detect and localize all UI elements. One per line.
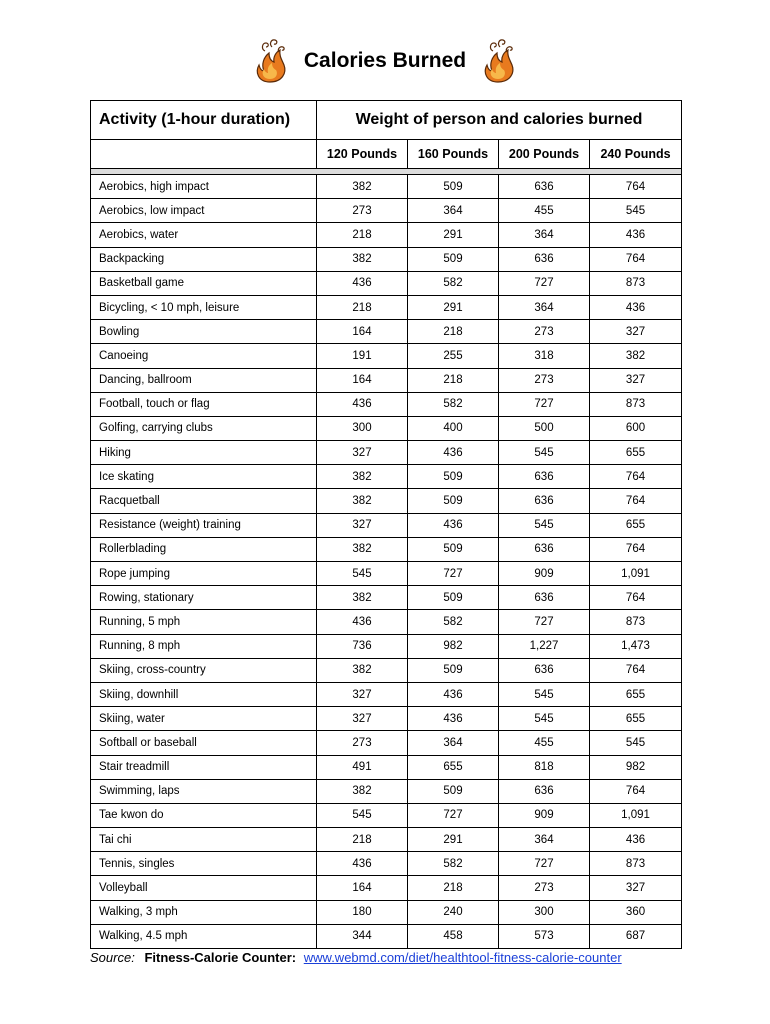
calorie-cell: 218 (317, 295, 408, 319)
table-row (91, 682, 682, 706)
calorie-cell: 364 (499, 828, 590, 852)
table-row (91, 537, 682, 561)
calorie-cell: 273 (499, 876, 590, 900)
calorie-cell: 327 (590, 368, 682, 392)
calorie-cell: 545 (317, 562, 408, 586)
calorie-cell: 436 (590, 828, 682, 852)
calorie-cell: 509 (408, 658, 499, 682)
table-row (91, 223, 682, 247)
activity-cell: Swimming, laps (91, 779, 317, 803)
calorie-cell: 458 (408, 924, 499, 948)
weight-column-header: 240 Pounds (590, 140, 682, 169)
activity-cell: Volleyball (91, 876, 317, 900)
calorie-cell: 687 (590, 924, 682, 948)
table-row (91, 416, 682, 440)
calorie-cell: 436 (408, 682, 499, 706)
activity-cell: Canoeing (91, 344, 317, 368)
calorie-cell: 509 (408, 247, 499, 271)
table-row (91, 634, 682, 658)
calorie-cell: 509 (408, 465, 499, 489)
calorie-cell: 727 (499, 610, 590, 634)
calorie-cell: 636 (499, 537, 590, 561)
table-row (91, 755, 682, 779)
calorie-cell: 327 (317, 513, 408, 537)
calorie-cell: 327 (317, 682, 408, 706)
calorie-cell: 509 (408, 537, 499, 561)
table-row (91, 610, 682, 634)
calorie-cell: 364 (499, 223, 590, 247)
calorie-cell: 582 (408, 392, 499, 416)
calorie-cell: 291 (408, 828, 499, 852)
table-row (91, 876, 682, 900)
calorie-cell: 436 (317, 852, 408, 876)
table-row (91, 392, 682, 416)
source-line (90, 950, 622, 965)
calorie-cell: 327 (590, 876, 682, 900)
calorie-cell: 327 (590, 320, 682, 344)
calorie-cell: 655 (590, 707, 682, 731)
calorie-cell: 436 (317, 392, 408, 416)
activity-cell: Racquetball (91, 489, 317, 513)
activity-cell: Skiing, cross-country (91, 658, 317, 682)
calorie-cell: 455 (499, 731, 590, 755)
calorie-cell: 545 (499, 441, 590, 465)
table-row (91, 779, 682, 803)
activity-cell: Football, touch or flag (91, 392, 317, 416)
calorie-cell: 218 (317, 828, 408, 852)
source-label: Source: (90, 950, 135, 965)
calories-table (90, 100, 682, 949)
calorie-cell: 273 (317, 731, 408, 755)
weight-group-header: Weight of person and calories burned (317, 101, 682, 140)
activity-cell: Tae kwon do (91, 803, 317, 827)
activity-cell: Rollerblading (91, 537, 317, 561)
calorie-cell: 300 (499, 900, 590, 924)
calorie-cell: 360 (590, 900, 682, 924)
calorie-cell: 364 (499, 295, 590, 319)
calorie-cell: 509 (408, 175, 499, 199)
calorie-cell: 382 (317, 489, 408, 513)
calorie-cell: 764 (590, 175, 682, 199)
calorie-cell: 327 (317, 441, 408, 465)
calorie-cell: 873 (590, 610, 682, 634)
calorie-cell: 255 (408, 344, 499, 368)
activity-cell: Running, 5 mph (91, 610, 317, 634)
calorie-cell: 180 (317, 900, 408, 924)
activity-cell: Bowling (91, 320, 317, 344)
calorie-cell: 436 (590, 223, 682, 247)
calorie-cell: 636 (499, 247, 590, 271)
table-row (91, 803, 682, 827)
activity-cell: Aerobics, water (91, 223, 317, 247)
calorie-cell: 873 (590, 271, 682, 295)
table-row (91, 924, 682, 948)
calorie-cell: 273 (317, 199, 408, 223)
calorie-cell: 764 (590, 537, 682, 561)
table-row (91, 658, 682, 682)
activity-cell: Softball or baseball (91, 731, 317, 755)
weight-column-header: 160 Pounds (408, 140, 499, 169)
calorie-cell: 436 (408, 513, 499, 537)
table-row (91, 707, 682, 731)
calorie-cell: 545 (499, 513, 590, 537)
table-row (91, 465, 682, 489)
calorie-cell: 636 (499, 465, 590, 489)
calorie-cell: 764 (590, 489, 682, 513)
calorie-cell: 764 (590, 465, 682, 489)
table-row (91, 828, 682, 852)
calorie-cell: 636 (499, 586, 590, 610)
activity-cell: Golfing, carrying clubs (91, 416, 317, 440)
table-row (91, 320, 682, 344)
calorie-cell: 1,227 (499, 634, 590, 658)
table-row (91, 562, 682, 586)
calorie-cell: 818 (499, 755, 590, 779)
calorie-cell: 327 (317, 707, 408, 731)
calorie-cell: 727 (408, 562, 499, 586)
weight-column-header: 120 Pounds (317, 140, 408, 169)
calorie-cell: 727 (499, 392, 590, 416)
calorie-cell: 727 (499, 271, 590, 295)
calorie-cell: 455 (499, 199, 590, 223)
activity-cell: Walking, 4.5 mph (91, 924, 317, 948)
activity-cell: Running, 8 mph (91, 634, 317, 658)
calorie-cell: 545 (499, 682, 590, 706)
calorie-cell: 382 (317, 658, 408, 682)
calorie-cell: 364 (408, 199, 499, 223)
calorie-cell: 764 (590, 658, 682, 682)
calorie-cell: 218 (408, 876, 499, 900)
table-row (91, 271, 682, 295)
calorie-cell: 764 (590, 586, 682, 610)
calorie-cell: 273 (499, 368, 590, 392)
calorie-cell: 764 (590, 247, 682, 271)
activity-cell: Ice skating (91, 465, 317, 489)
calorie-cell: 273 (499, 320, 590, 344)
activity-cell: Skiing, downhill (91, 682, 317, 706)
calorie-cell: 909 (499, 562, 590, 586)
calorie-cell: 436 (317, 271, 408, 295)
table-row (91, 513, 682, 537)
calorie-cell: 382 (317, 586, 408, 610)
activity-cell: Tennis, singles (91, 852, 317, 876)
calorie-cell: 218 (408, 320, 499, 344)
calorie-cell: 655 (590, 441, 682, 465)
activity-cell: Walking, 3 mph (91, 900, 317, 924)
calorie-cell: 509 (408, 586, 499, 610)
calorie-cell: 636 (499, 175, 590, 199)
calorie-cell: 873 (590, 392, 682, 416)
calorie-cell: 545 (499, 707, 590, 731)
calorie-cell: 655 (408, 755, 499, 779)
table-row (91, 199, 682, 223)
calorie-cell: 636 (499, 658, 590, 682)
activity-cell: Resistance (weight) training (91, 513, 317, 537)
calorie-cell: 655 (590, 682, 682, 706)
activity-cell: Dancing, ballroom (91, 368, 317, 392)
table-row (91, 441, 682, 465)
calorie-cell: 982 (408, 634, 499, 658)
calorie-cell: 491 (317, 755, 408, 779)
activity-cell: Aerobics, low impact (91, 199, 317, 223)
table-row (91, 852, 682, 876)
calorie-cell: 636 (499, 779, 590, 803)
calorie-cell: 382 (590, 344, 682, 368)
calorie-cell: 400 (408, 416, 499, 440)
calorie-cell: 582 (408, 610, 499, 634)
calorie-cell: 1,473 (590, 634, 682, 658)
table-row (91, 586, 682, 610)
table-row (91, 489, 682, 513)
calorie-cell: 1,091 (590, 803, 682, 827)
activity-cell: Aerobics, high impact (91, 175, 317, 199)
calorie-cell: 764 (590, 779, 682, 803)
calorie-cell: 655 (590, 513, 682, 537)
calorie-cell: 191 (317, 344, 408, 368)
calorie-cell: 164 (317, 368, 408, 392)
calorie-cell: 218 (317, 223, 408, 247)
calorie-cell: 545 (317, 803, 408, 827)
calorie-cell: 909 (499, 803, 590, 827)
activity-cell: Skiing, water (91, 707, 317, 731)
calorie-cell: 636 (499, 489, 590, 513)
calorie-cell: 382 (317, 779, 408, 803)
calorie-cell: 582 (408, 852, 499, 876)
calorie-cell: 382 (317, 175, 408, 199)
calorie-cell: 727 (499, 852, 590, 876)
calorie-cell: 545 (590, 199, 682, 223)
source-reference: Fitness-Calorie Counter: (144, 950, 297, 965)
flame-icon (480, 38, 516, 84)
table-row (91, 731, 682, 755)
table-row (91, 368, 682, 392)
activity-cell: Basketball game (91, 271, 317, 295)
calorie-cell: 436 (590, 295, 682, 319)
calorie-cell: 364 (408, 731, 499, 755)
activity-cell: Tai chi (91, 828, 317, 852)
calorie-cell: 500 (499, 416, 590, 440)
activity-subheader-blank (91, 140, 317, 169)
calorie-cell: 436 (317, 610, 408, 634)
weight-column-header: 200 Pounds (499, 140, 590, 169)
header (0, 38, 770, 88)
calorie-cell: 164 (317, 320, 408, 344)
page-title: Calories Burned (303, 49, 467, 72)
calorie-cell: 300 (317, 416, 408, 440)
calorie-cell: 509 (408, 779, 499, 803)
table-row (91, 175, 682, 199)
calorie-cell: 291 (408, 223, 499, 247)
calorie-cell: 982 (590, 755, 682, 779)
calorie-cell: 509 (408, 489, 499, 513)
calorie-cell: 582 (408, 271, 499, 295)
activity-cell: Backpacking (91, 247, 317, 271)
calorie-cell: 318 (499, 344, 590, 368)
calorie-cell: 727 (408, 803, 499, 827)
activity-cell: Rowing, stationary (91, 586, 317, 610)
calorie-cell: 164 (317, 876, 408, 900)
calorie-cell: 600 (590, 416, 682, 440)
calorie-cell: 1,091 (590, 562, 682, 586)
activity-cell: Stair treadmill (91, 755, 317, 779)
activity-cell: Hiking (91, 441, 317, 465)
calorie-cell: 218 (408, 368, 499, 392)
table-body (91, 175, 682, 949)
calorie-cell: 545 (590, 731, 682, 755)
activity-cell: Rope jumping (91, 562, 317, 586)
activity-header: Activity (1-hour duration) (91, 101, 317, 140)
calorie-cell: 873 (590, 852, 682, 876)
calorie-cell: 736 (317, 634, 408, 658)
calorie-cell: 382 (317, 465, 408, 489)
calorie-cell: 291 (408, 295, 499, 319)
calorie-cell: 436 (408, 707, 499, 731)
calorie-cell: 573 (499, 924, 590, 948)
calorie-cell: 382 (317, 537, 408, 561)
activity-cell: Bicycling, < 10 mph, leisure (91, 295, 317, 319)
source-link[interactable]: www.webmd.com/diet/healthtool-fitness-calorie-counter (303, 950, 622, 965)
table-row (91, 900, 682, 924)
table-row (91, 344, 682, 368)
calorie-cell: 240 (408, 900, 499, 924)
calorie-cell: 382 (317, 247, 408, 271)
calorie-cell: 436 (408, 441, 499, 465)
calorie-cell: 344 (317, 924, 408, 948)
table-row (91, 247, 682, 271)
table-row (91, 295, 682, 319)
